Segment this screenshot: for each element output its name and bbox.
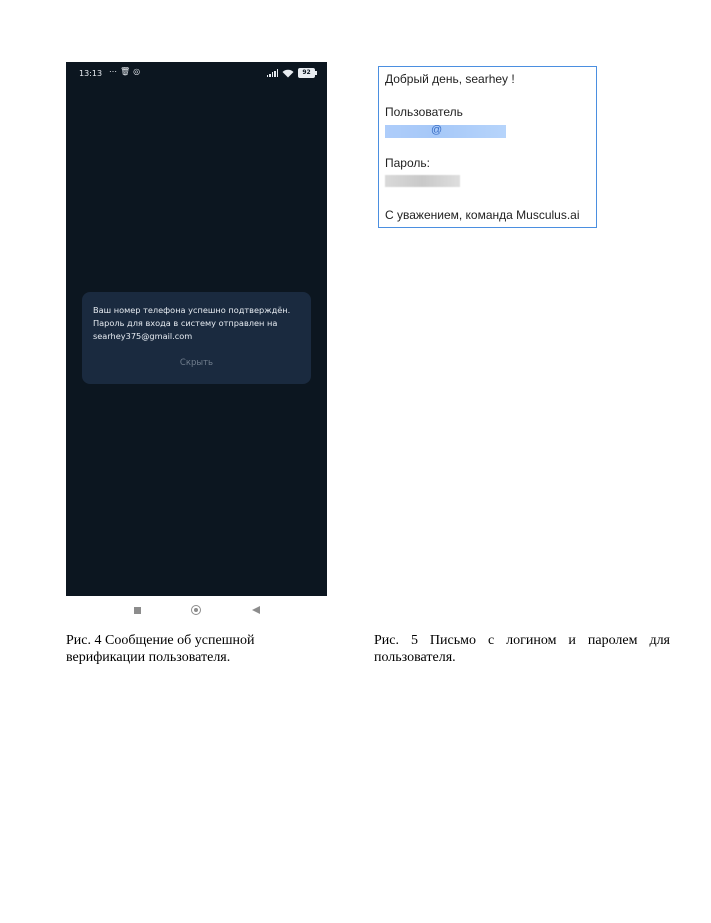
redacted-password (385, 175, 460, 187)
user-label: Пользователь (385, 105, 463, 119)
email-signature: С уважением, команда Musculus.ai (385, 208, 580, 222)
home-icon[interactable] (191, 605, 201, 615)
more-dots-icon: ⋯ (109, 67, 120, 76)
recent-apps-icon[interactable] (134, 607, 141, 614)
wifi-icon (282, 69, 294, 78)
signal-icon (267, 69, 279, 77)
trash-icon: 🗑 (120, 67, 134, 76)
status-time: 13:13 (79, 69, 103, 78)
verification-success-dialog (82, 292, 311, 384)
android-nav-bar (66, 600, 327, 622)
message-icon: ◎ (133, 67, 144, 76)
figure-4-caption: Рис. 4 Сообщение об успешной верификации пользователя. (66, 633, 255, 665)
email-greeting: Добрый день, searhey ! (385, 72, 515, 86)
battery-icon: 92 (298, 68, 315, 78)
password-label: Пароль: (385, 156, 430, 170)
hide-button[interactable]: Скрыть (82, 358, 311, 368)
username-at-sign: @ (431, 124, 443, 136)
status-bar (66, 62, 327, 84)
status-right-icons (267, 67, 316, 79)
redacted-username (385, 125, 506, 138)
figure-5-caption: Рис. 5 Письмо с логином и паролем для пользователя. (374, 633, 670, 665)
status-left-icons (109, 67, 143, 76)
email-screenshot (378, 66, 597, 228)
phone-screenshot (66, 62, 327, 596)
back-icon[interactable] (252, 606, 260, 614)
dialog-message: Ваш номер телефона успешно подтверждён. Пароль для входа в систему отправлен на searhey375@gmail.com (93, 305, 291, 341)
